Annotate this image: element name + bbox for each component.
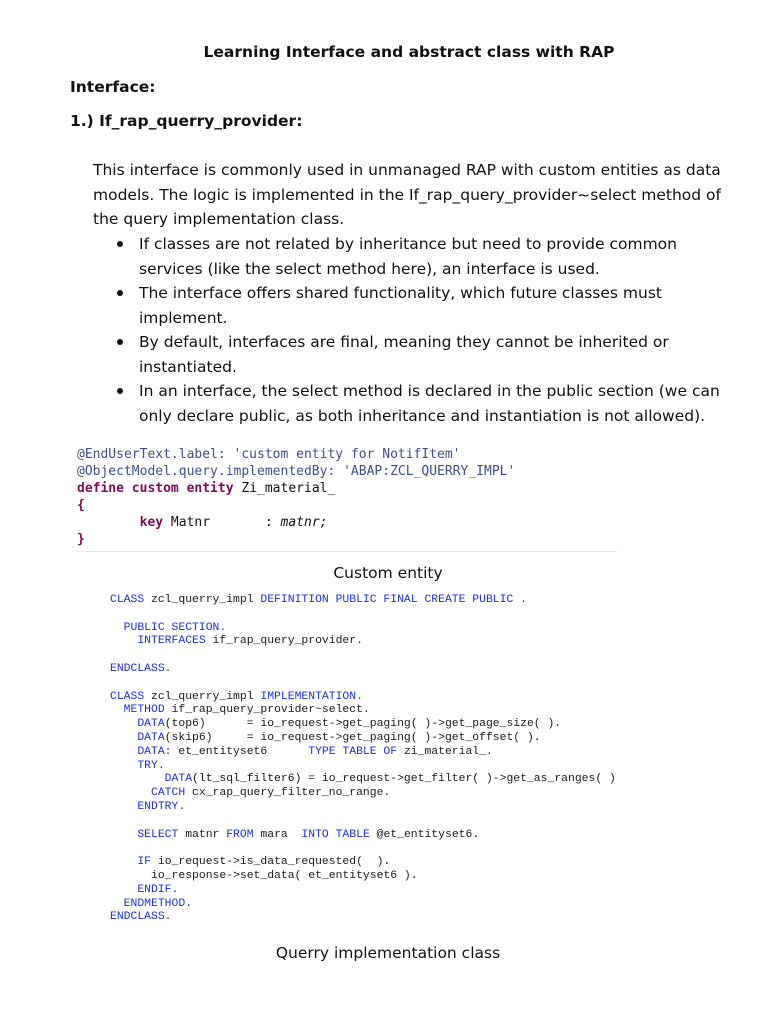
- code-line: [110, 718, 690, 732]
- code-text: @et_entityset6.: [376, 828, 480, 841]
- code-line: [110, 829, 690, 843]
- code-keyword: ENDMETHOD.: [110, 897, 193, 910]
- code-line: [110, 842, 690, 856]
- code-line: [110, 760, 690, 774]
- bullet-text: The interface offers shared functionality, which future classes must implement.: [139, 284, 662, 327]
- code-keyword: CATCH: [110, 787, 193, 800]
- code-text: (top6) = io_request->get_paging( )->get_page_size( ).: [164, 718, 562, 731]
- code-keyword: TRY.: [110, 759, 165, 772]
- bullet-icon: [117, 339, 123, 345]
- code-text: cx_rap_query_filter_no_range.: [192, 787, 391, 800]
- code-keyword: ENDCLASS.: [110, 662, 172, 675]
- code-line: [110, 594, 690, 608]
- code-line: [110, 622, 690, 636]
- code-text: if_rap_query_provider.: [212, 635, 363, 648]
- code-line: [110, 704, 690, 718]
- code-line: [110, 911, 690, 925]
- code-keyword: DATA: [110, 731, 165, 744]
- code-line: }: [77, 532, 85, 547]
- code-keyword: FROM: [226, 828, 261, 841]
- code-line: [110, 801, 690, 815]
- bullet-list: [93, 232, 733, 428]
- code-keyword: CLASS: [110, 594, 152, 606]
- bullet-text: By default, interfaces are final, meaning they cannot be inherited or instantiated.: [139, 333, 669, 376]
- code-line: [110, 635, 690, 649]
- code-line: [110, 773, 690, 787]
- code-text: Matnr :: [163, 515, 281, 530]
- code-line: {: [77, 498, 85, 513]
- code-text: zcl_querry_impl: [151, 690, 261, 703]
- code-line: [110, 898, 690, 912]
- code-line: [110, 691, 690, 705]
- code-line: [110, 746, 690, 760]
- code-keyword: INTERFACES: [110, 635, 213, 648]
- code-keyword: define custom entity: [77, 481, 234, 496]
- code-keyword: SELECT: [110, 828, 186, 841]
- code-line: [110, 732, 690, 746]
- code-line: @ObjectModel.query.implementedBy: 'ABAP:ZCL_QUERRY_IMPL': [77, 464, 516, 479]
- list-item: [93, 281, 733, 330]
- code-text: Zi_material_: [233, 481, 336, 496]
- code-line: [110, 870, 690, 884]
- code-keyword: CLASS: [110, 690, 152, 703]
- code-keyword: ENDTRY.: [110, 800, 186, 813]
- document-title: Learning Interface and abstract class with RAP: [203, 43, 615, 61]
- code-text: mara: [260, 828, 302, 841]
- code-keyword: DATA: [110, 718, 165, 731]
- code-text: zcl_querry_impl: [151, 594, 261, 606]
- cds-code-image: [77, 447, 617, 552]
- code-line: [110, 856, 690, 870]
- code-line: [110, 884, 690, 898]
- code-line: [110, 663, 690, 677]
- code-keyword: DATA: [110, 773, 193, 786]
- bullet-icon: [117, 241, 123, 247]
- code-text: if_rap_query_provider~select.: [171, 704, 370, 717]
- code-line: [110, 677, 690, 691]
- code-keyword: IMPLEMENTATION.: [260, 690, 363, 703]
- code-line: [77, 481, 617, 498]
- code-text: et_entityset6: [178, 745, 309, 758]
- code-keyword: key: [139, 515, 164, 530]
- bullet-text: If classes are not related by inheritance but need to provide common services (like the select method here), an interface is used.: [139, 235, 677, 278]
- code-keyword: IF: [110, 856, 158, 869]
- list-item: [93, 330, 733, 379]
- code-line: [77, 515, 617, 532]
- code-keyword: DATA:: [110, 745, 179, 758]
- code-line: [110, 787, 690, 801]
- code-line: @EndUserText.label: 'custom entity for NotifItem': [77, 447, 461, 462]
- caption-custom-entity: Custom entity: [333, 564, 443, 582]
- code-keyword: METHOD: [110, 704, 172, 717]
- code-text: (lt_sql_filter6) = io_request->get_filter( )->get_as_ranges( ): [192, 773, 616, 786]
- bullet-icon: [117, 388, 123, 394]
- list-item: [93, 379, 733, 428]
- code-indent: [77, 515, 140, 530]
- code-line: [110, 649, 690, 663]
- bullet-text: In an interface, the select method is declared in the public section (we can only declare public, as both inheritance and instantiation is not allowed).: [139, 382, 720, 425]
- abap-code-image: [110, 594, 690, 925]
- code-keyword: INTO TABLE: [301, 828, 377, 841]
- code-text: io_request->is_data_requested( ).: [157, 856, 391, 869]
- code-keyword: PUBLIC SECTION.: [110, 621, 227, 634]
- code-text: io_response->set_data( et_entityset6 ).: [110, 869, 418, 882]
- code-type: matnr;: [280, 515, 328, 530]
- code-keyword: ENDIF.: [110, 883, 179, 896]
- heading-interface: Interface:: [70, 78, 156, 96]
- code-line: [110, 815, 690, 829]
- heading-provider: 1.) If_rap_querry_provider:: [70, 112, 303, 130]
- code-text: matnr: [185, 828, 227, 841]
- code-text: (skip6) = io_request->get_paging( )->get_offset( ).: [164, 731, 541, 744]
- code-keyword: DEFINITION PUBLIC FINAL CREATE PUBLIC .: [260, 594, 527, 606]
- caption-query-impl: Querry implementation class: [275, 944, 501, 962]
- code-keyword: TYPE TABLE OF: [308, 745, 404, 758]
- list-item: [93, 232, 733, 281]
- code-text: zi_material_.: [403, 745, 493, 758]
- bullet-icon: [117, 290, 123, 296]
- code-keyword: ENDCLASS.: [110, 911, 172, 924]
- code-line: [110, 608, 690, 622]
- intro-paragraph: This interface is commonly used in unmanaged RAP with custom entities as data models. The logic is implemented in the If_rap_query_provider~select method of the query implementation class.: [93, 161, 721, 228]
